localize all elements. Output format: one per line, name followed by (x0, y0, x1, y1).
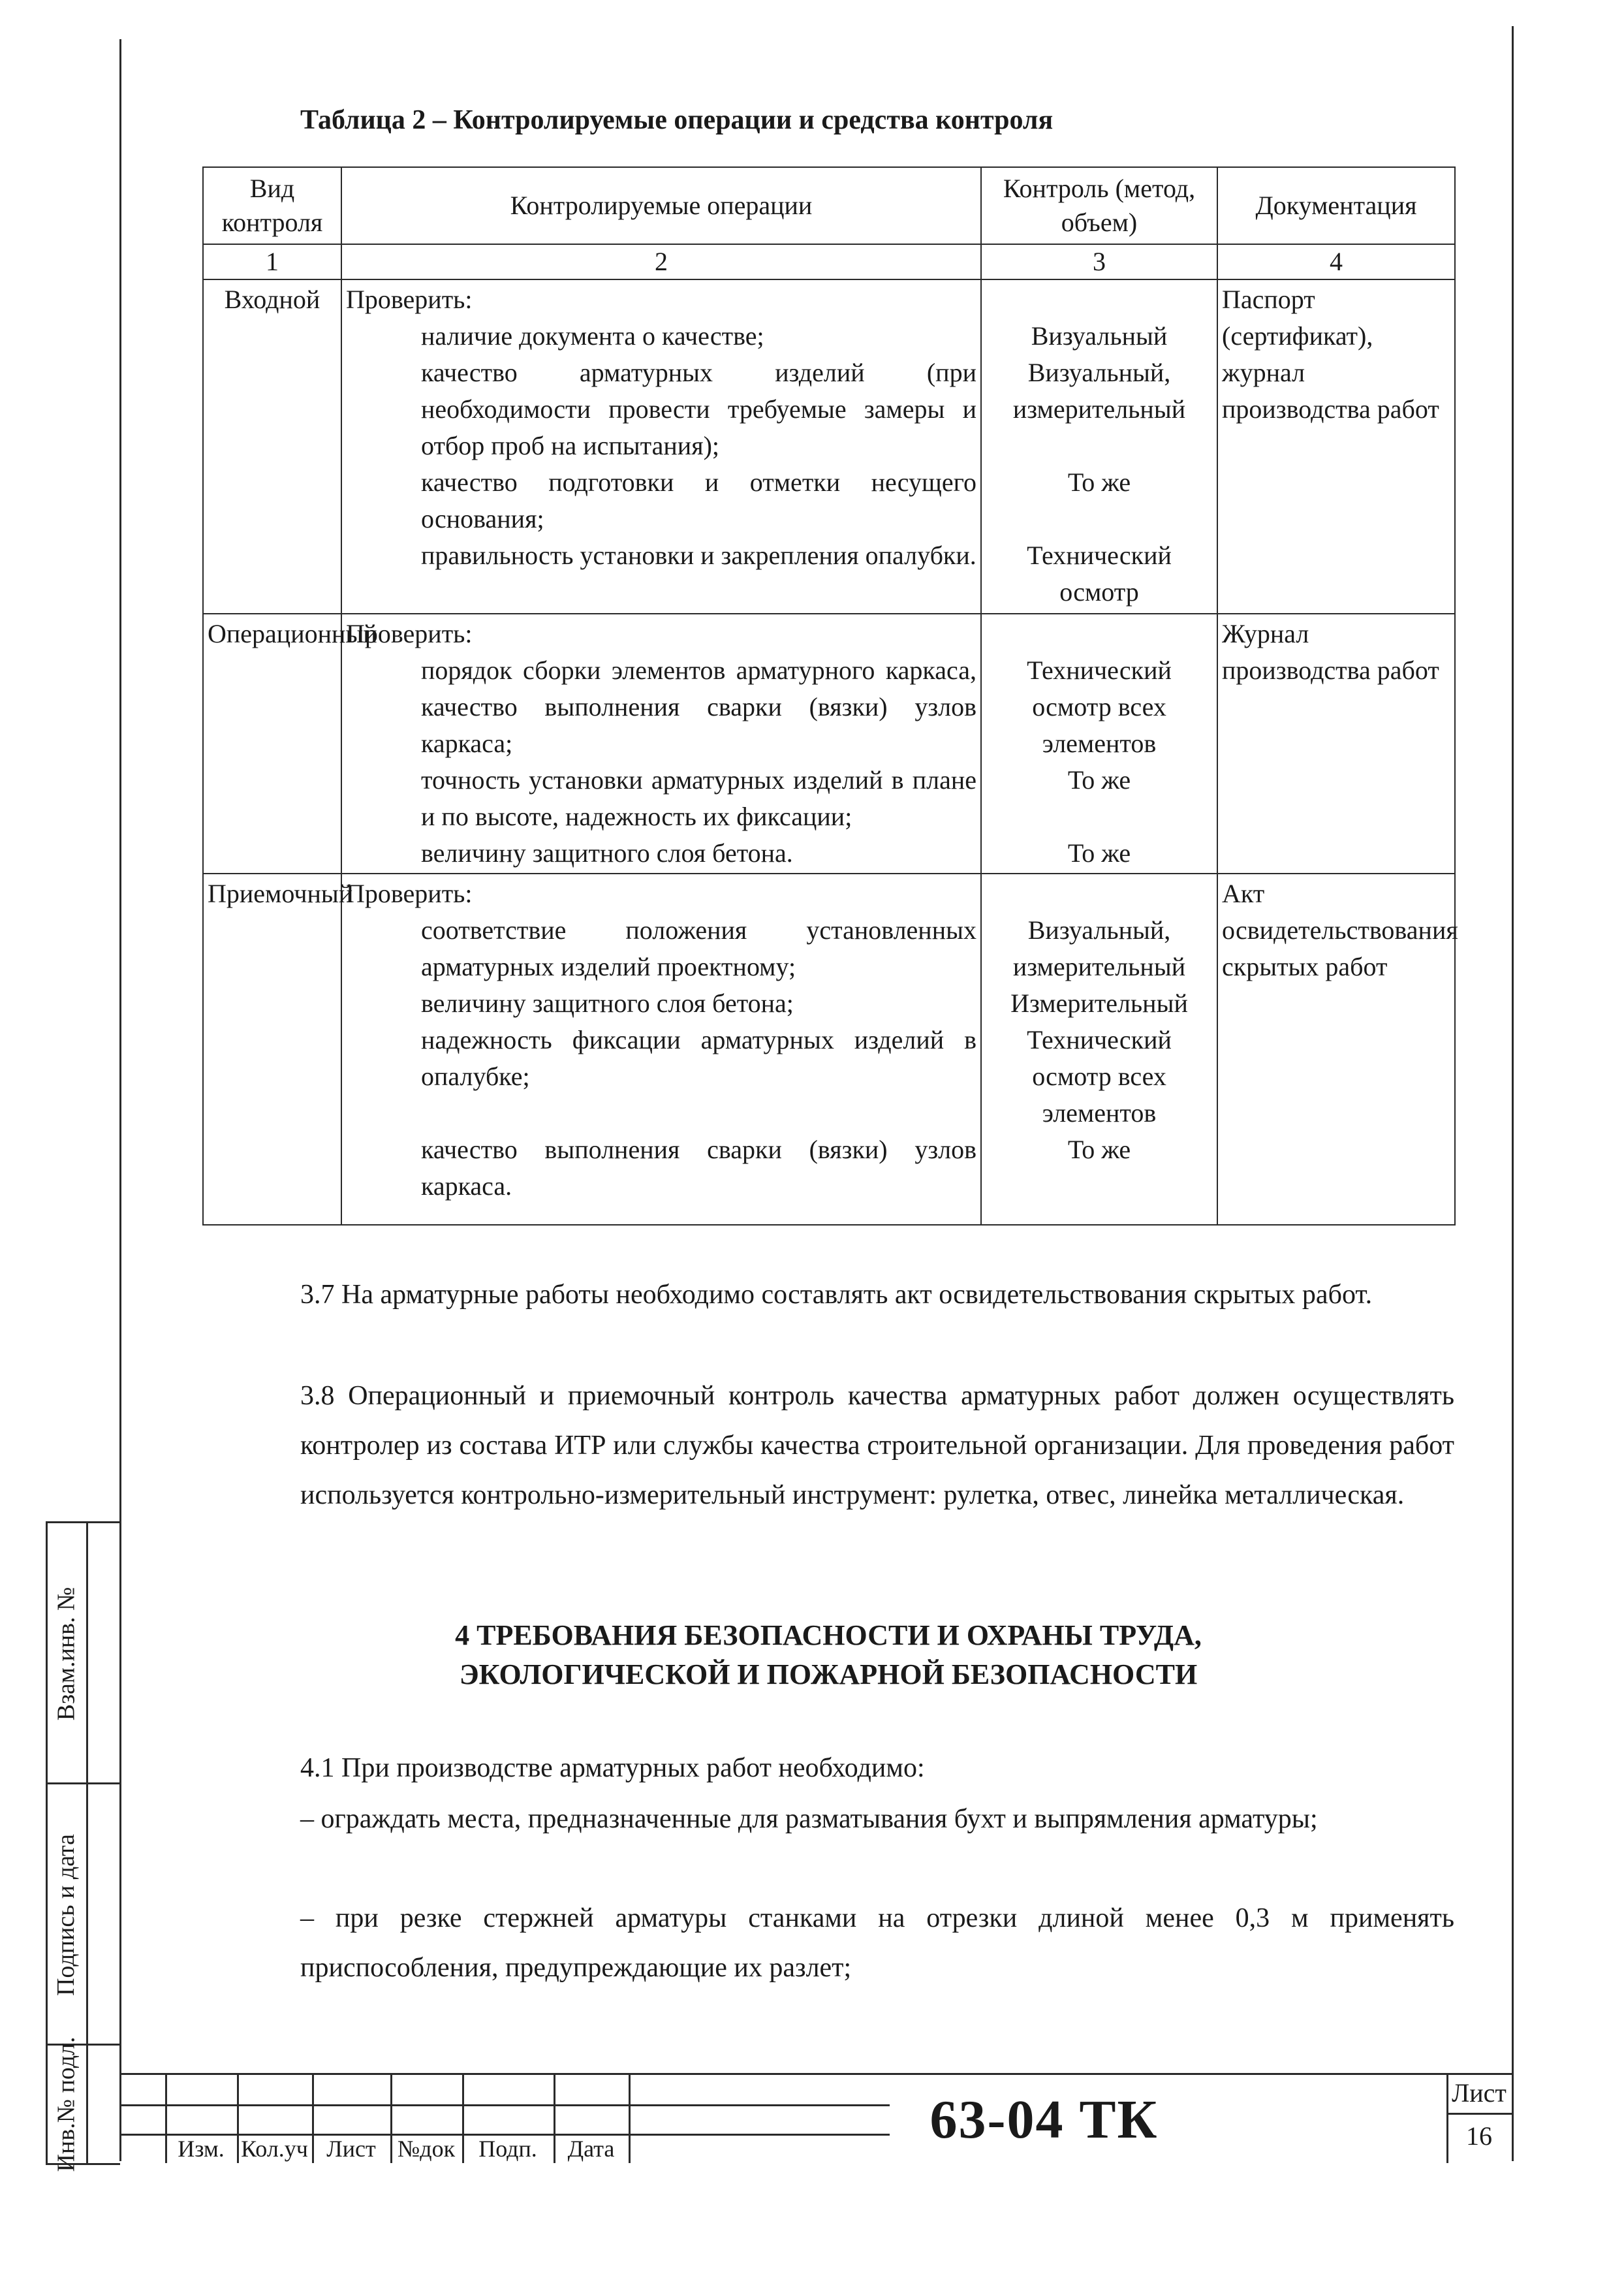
header-operations: Контролируемые операции (341, 167, 981, 244)
col-label-ndoc: №док (397, 2136, 456, 2162)
operation-item: качество арматурных изделий (при необходимости провести требуемые замеры и отбор проб на испытания); (421, 358, 976, 460)
col-number: 1 (203, 244, 341, 279)
table-row (203, 874, 1455, 1225)
col-label-list: Лист (326, 2136, 376, 2162)
table-title: Таблица 2 – Контролируемые операции и средства контроля (300, 105, 1054, 135)
control-type: Операционный (203, 614, 341, 874)
method-item: То же (1067, 765, 1131, 795)
side-label-vzam: Взам.инв. № (52, 1587, 80, 1721)
method-item: Визуальный, измерительный (1012, 358, 1186, 424)
side-box-vzam (46, 1521, 120, 1784)
side-label-inv: Инв.№ подл. (52, 2036, 80, 2172)
operations-cell (341, 874, 981, 1225)
method-item: То же (1067, 1135, 1131, 1164)
operations-cell (341, 279, 981, 614)
method-item: Технический осмотр (1027, 541, 1172, 607)
documentation-cell: Паспорт (сертификат), журнал производства работ (1217, 279, 1455, 614)
table-row (203, 614, 1455, 874)
check-label: Проверить: (346, 879, 473, 908)
side-label-podpis: Подпись и дата (52, 1833, 80, 1997)
check-label: Проверить: (346, 619, 473, 648)
method-item: То же (1067, 467, 1131, 497)
method-item: Технический осмотр всех элементов (1027, 1025, 1172, 1128)
operation-item: надежность фиксации арматурных изделий в опалубке; (421, 1025, 976, 1091)
method-item: То же (1067, 838, 1131, 868)
col-label-izm: Изм. (178, 2136, 225, 2162)
sheet-number: 16 (1466, 2121, 1492, 2151)
operations-cell (341, 614, 981, 874)
operation-item: точность установки арматурных изделий в плане и по высоте, надежность их фиксации; (421, 765, 976, 831)
list-item: – при резке стержней арматуры станками на отрезки длиной менее 0,3 м применять приспособления, предупреждающие их разлет; (300, 1903, 1454, 1983)
list-item: – ограждать места, предназначенные для разматывания бухт и выпрямления арматуры; (300, 1804, 1318, 1834)
col-number: 3 (981, 244, 1217, 279)
col-number: 2 (341, 244, 981, 279)
paragraph-3-7: 3.7 На арматурные работы необходимо составлять акт освидетельствования скрытых работ. (300, 1280, 1373, 1310)
document-code: 63-04 ТК (929, 2089, 1159, 2150)
method-item: Визуальный, измерительный (1012, 915, 1186, 981)
operation-item: величину защитного слоя бетона. (421, 838, 793, 868)
operation-item: порядок сборки элементов арматурного каркаса, качество выполнения сварки (вязки) узлов каркаса; (421, 656, 976, 758)
check-label: Проверить: (346, 285, 473, 314)
col-number: 4 (1217, 244, 1455, 279)
col-label-podp: Подп. (478, 2136, 537, 2162)
operation-item: соответствие положения установленных арматурных изделий проектному; (421, 915, 976, 981)
section-4-heading: 4 ТРЕБОВАНИЯ БЕЗОПАСНОСТИ И ОХРАНЫ ТРУДА, ЭКОЛОГИЧЕСКОЙ И ПОЖАРНОЙ БЕЗОПАСНОСТИ (455, 1619, 1202, 1690)
documentation-cell: Акт освидетельствования скрытых работ (1217, 874, 1455, 1225)
method-cell (981, 874, 1217, 1225)
col-label-data: Дата (567, 2136, 615, 2162)
method-item: Визуальный (1031, 321, 1168, 351)
table-row (203, 279, 1455, 614)
side-box-podpis (46, 1782, 120, 2046)
operation-item: качество выполнения сварки (вязки) узлов каркаса. (421, 1135, 976, 1201)
operation-item: качество подготовки и отметки несущего основания; (421, 467, 976, 533)
header-type: Вид контроля (203, 167, 341, 244)
operation-item: наличие документа о качестве; (421, 321, 764, 351)
frame-right-border (1512, 26, 1514, 2161)
col-label-kolvo: Кол.уч (241, 2136, 308, 2162)
header-method: Контроль (метод, объем) (981, 167, 1217, 244)
control-type: Входной (203, 279, 341, 614)
paragraph-3-8: 3.8 Операционный и приемочный контроль качества арматурных работ должен осуществлять контролер из состава ИТР или службы качества строительной организации. Для проведения работ используется контрольно-измерительный инструмент: рулетка, отвес, линейка металлическая. (300, 1381, 1454, 1510)
side-box-inv (46, 2036, 120, 2172)
method-item: Технический осмотр всех элементов (1027, 656, 1172, 758)
method-cell (981, 614, 1217, 874)
operation-item: величину защитного слоя бетона; (421, 988, 794, 1018)
header-docs: Документация (1217, 167, 1455, 244)
sheet-label: Лист (1452, 2078, 1507, 2108)
documentation-cell: Журнал производства работ (1217, 614, 1455, 874)
title-block (119, 2073, 1514, 2163)
paragraph-4-1: 4.1 При производстве арматурных работ необходимо: (300, 1753, 925, 1783)
control-type: Приемочный (203, 874, 341, 1225)
control-table (202, 166, 1456, 1226)
method-cell (981, 279, 1217, 614)
method-item: Измерительный (1010, 988, 1188, 1018)
operation-item: правильность установки и закрепления опалубки. (421, 541, 976, 570)
